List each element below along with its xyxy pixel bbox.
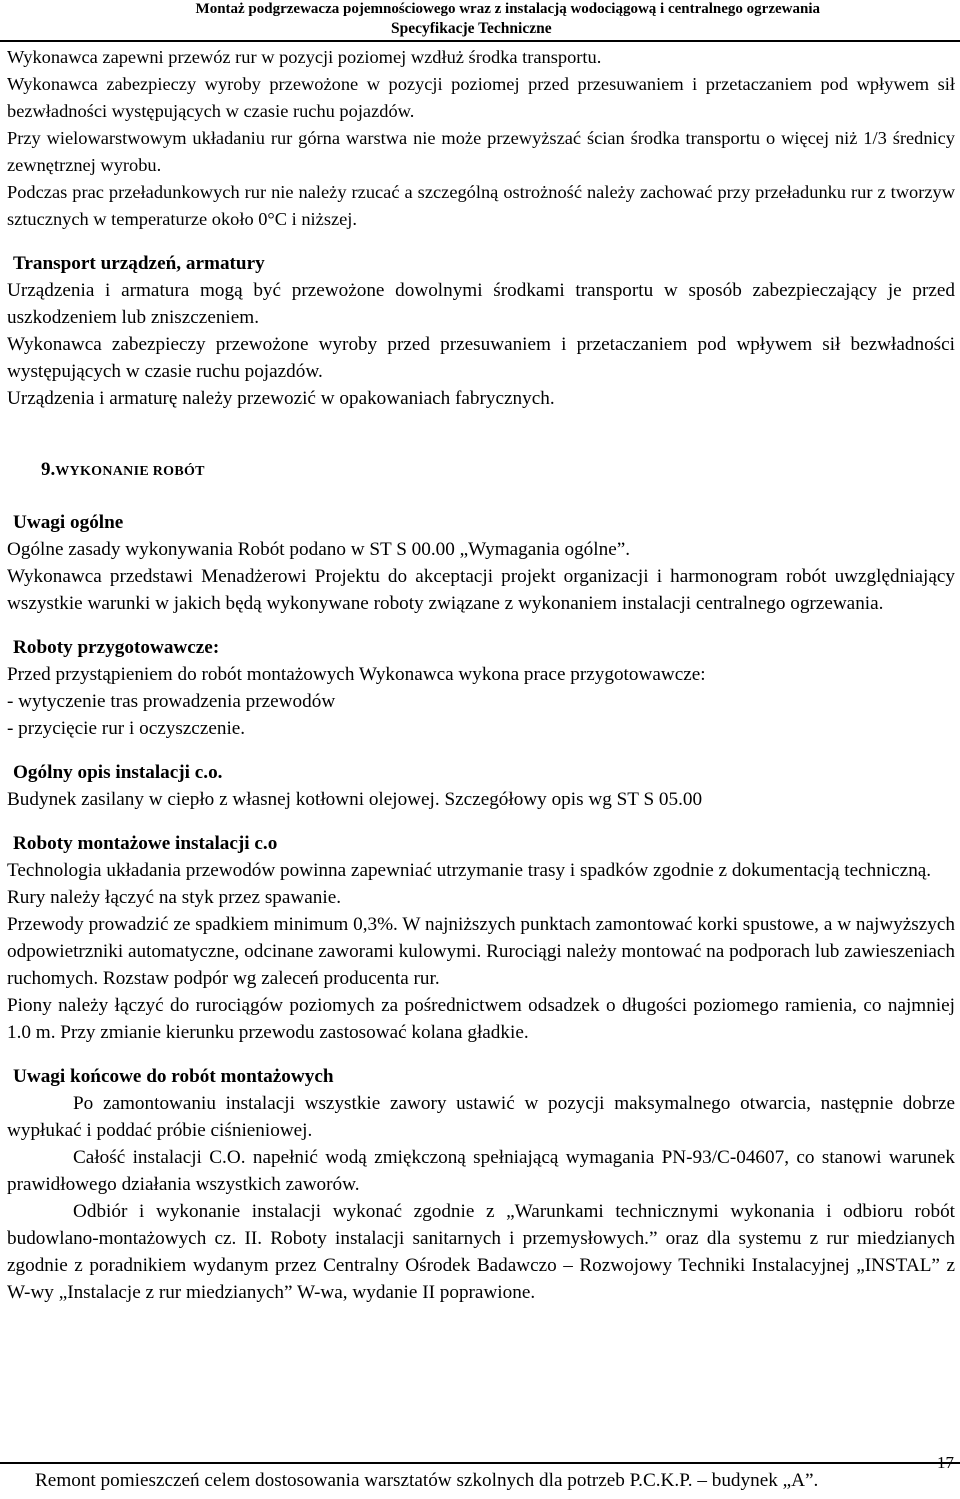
paragraph: Wykonawca zabezpieczy przewożone wyroby przed przesuwaniem i przetaczaniem pod wpływem sił bezwładności występujących w czasie ruchu pojazdów.: [7, 334, 955, 382]
chapter-number: 9.: [41, 459, 56, 480]
paragraph: Urządzenia i armatura mogą być przewożone dowolnymi środkami transportu w sposób zabezpieczający je przed uszkodzeniem lub zniszczeniem.: [7, 280, 955, 328]
page-footer: [0, 1453, 960, 1499]
page-content: [7, 44, 955, 1306]
page-number: 17: [937, 1453, 954, 1472]
paragraph: Piony należy łączyć do rurociągów poziomych za pośrednictwem odsadzek o długości poziomego ramienia, co najmniej 1.0 m. Przy zmianie kierunku przewodu zastosować kolana gładkie.: [7, 995, 955, 1043]
paragraph: Rury należy łączyć na styk przez spawanie.: [7, 887, 342, 908]
section-heading: Uwagi ogólne: [13, 512, 124, 533]
section-heading: Ogólny opis instalacji c.o.: [13, 762, 223, 783]
section-heading: Roboty przygotowawcze:: [13, 637, 220, 658]
paragraph: Po zamontowaniu instalacji wszystkie zawory ustawić w pozycji maksymalnego otwarcia, następnie dobrze wypłukać i poddać próbie ciśnieniowej.: [7, 1093, 955, 1141]
chapter-heading: [7, 456, 955, 485]
paragraph: Budynek zasilany w ciepło z własnej kotłowni olejowej. Szczegółowy opis wg ST S 05.00: [7, 789, 703, 810]
paragraph: Urządzenia i armaturę należy przewozić w opakowaniach fabrycznych.: [7, 388, 555, 409]
section-heading: Uwagi końcowe do robót montażowych: [13, 1066, 334, 1087]
footer-text: Remont pomieszczeń celem dostosowania warsztatów szkolnych dla potrzeb P.C.K.P. – budynek „A”.: [35, 1470, 819, 1491]
list-item: - wytyczenie tras prowadzenia przewodów: [7, 691, 336, 712]
header-subtitle: Specyfikacje Techniczne: [391, 20, 552, 37]
list-item: - przycięcie rur i oczyszczenie.: [7, 718, 246, 739]
header-title: Montaż podgrzewacza pojemnościowego wraz z instalacją wodociągową i centralnego ogrzewania: [195, 1, 820, 17]
page-header: [0, 0, 960, 42]
section-heading: Transport urządzeń, armatury: [13, 253, 265, 274]
paragraph: Wykonawca zabezpieczy wyroby przewożone w pozycji poziomej przed przesuwaniem i przetaczaniem pod wpływem sił bezwładności występujących w czasie ruchu pojazdów.: [7, 74, 955, 121]
paragraph: Wykonawca zapewni przewóz rur w pozycji poziomej wzdłuż środka transportu.: [7, 47, 602, 67]
section-heading: Roboty montażowe instalacji c.o: [13, 833, 278, 854]
paragraph: Przy wielowarstwowym układaniu rur górna warstwa nie może przewyższać ścian środka transportu o więcej niż 1/3 średnicy zewnętrznej wyrobu.: [7, 128, 955, 175]
paragraph: Podczas prac przeładunkowych rur nie należy rzucać a szczególną ostrożność należy zachować przy przeładunku rur z tworzyw sztucznych w temperaturze około 0°C i niższej.: [7, 182, 955, 229]
paragraph: Technologia układania przewodów powinna zapewniać utrzymanie trasy i spadków zgodnie z dokumentacją techniczną.: [7, 860, 932, 881]
paragraph: Odbiór i wykonanie instalacji wykonać zgodnie z „Warunkami technicznymi wykonania i odbioru robót budowlano-montażowych cz. II. Roboty instalacji sanitarnych i przemysłowych.” oraz dla systemu z rur miedzianych zgodnie z poradnikiem wydanym przez Centralny Ośrodek Badawczo – Rozwojowy Techniki Instalacyjnej „INSTAL” z W-wy „Instalacje z rur miedzianych” W-wa, wydanie II poprawione.: [7, 1201, 955, 1303]
paragraph: Przed przystąpieniem do robót montażowych Wykonawca wykona prace przygotowawcze:: [7, 664, 706, 685]
paragraph: Przewody prowadzić ze spadkiem minimum 0,3%. W najniższych punktach zamontować korki spustowe, a w najwyższych odpowietrzniki automatyczne, odcinane zaworami kulowymi. Rurociągi należy montować na podporach lub zawieszeniach ruchomych. Rozstaw podpór wg zaleceń producenta rur.: [7, 914, 955, 989]
paragraph: Całość instalacji C.O. napełnić wodą zmiękczoną spełniającą wymagania PN-93/C-04607, co stanowi warunek prawidłowego działania wszystkich zaworów.: [7, 1147, 955, 1195]
chapter-title: WYKONANIE ROBÓT: [55, 464, 205, 479]
paragraph: Ogólne zasady wykonywania Robót podano w ST S 00.00 „Wymagania ogólne”.: [7, 539, 631, 560]
paragraph: Wykonawca przedstawi Menadżerowi Projektu do akceptacji projekt organizacji i harmonogram robót uwzględniający wszystkie warunki w jakich będą wykonywane roboty związane z wykonaniem instalacji centralnego ogrzewania.: [7, 566, 955, 614]
